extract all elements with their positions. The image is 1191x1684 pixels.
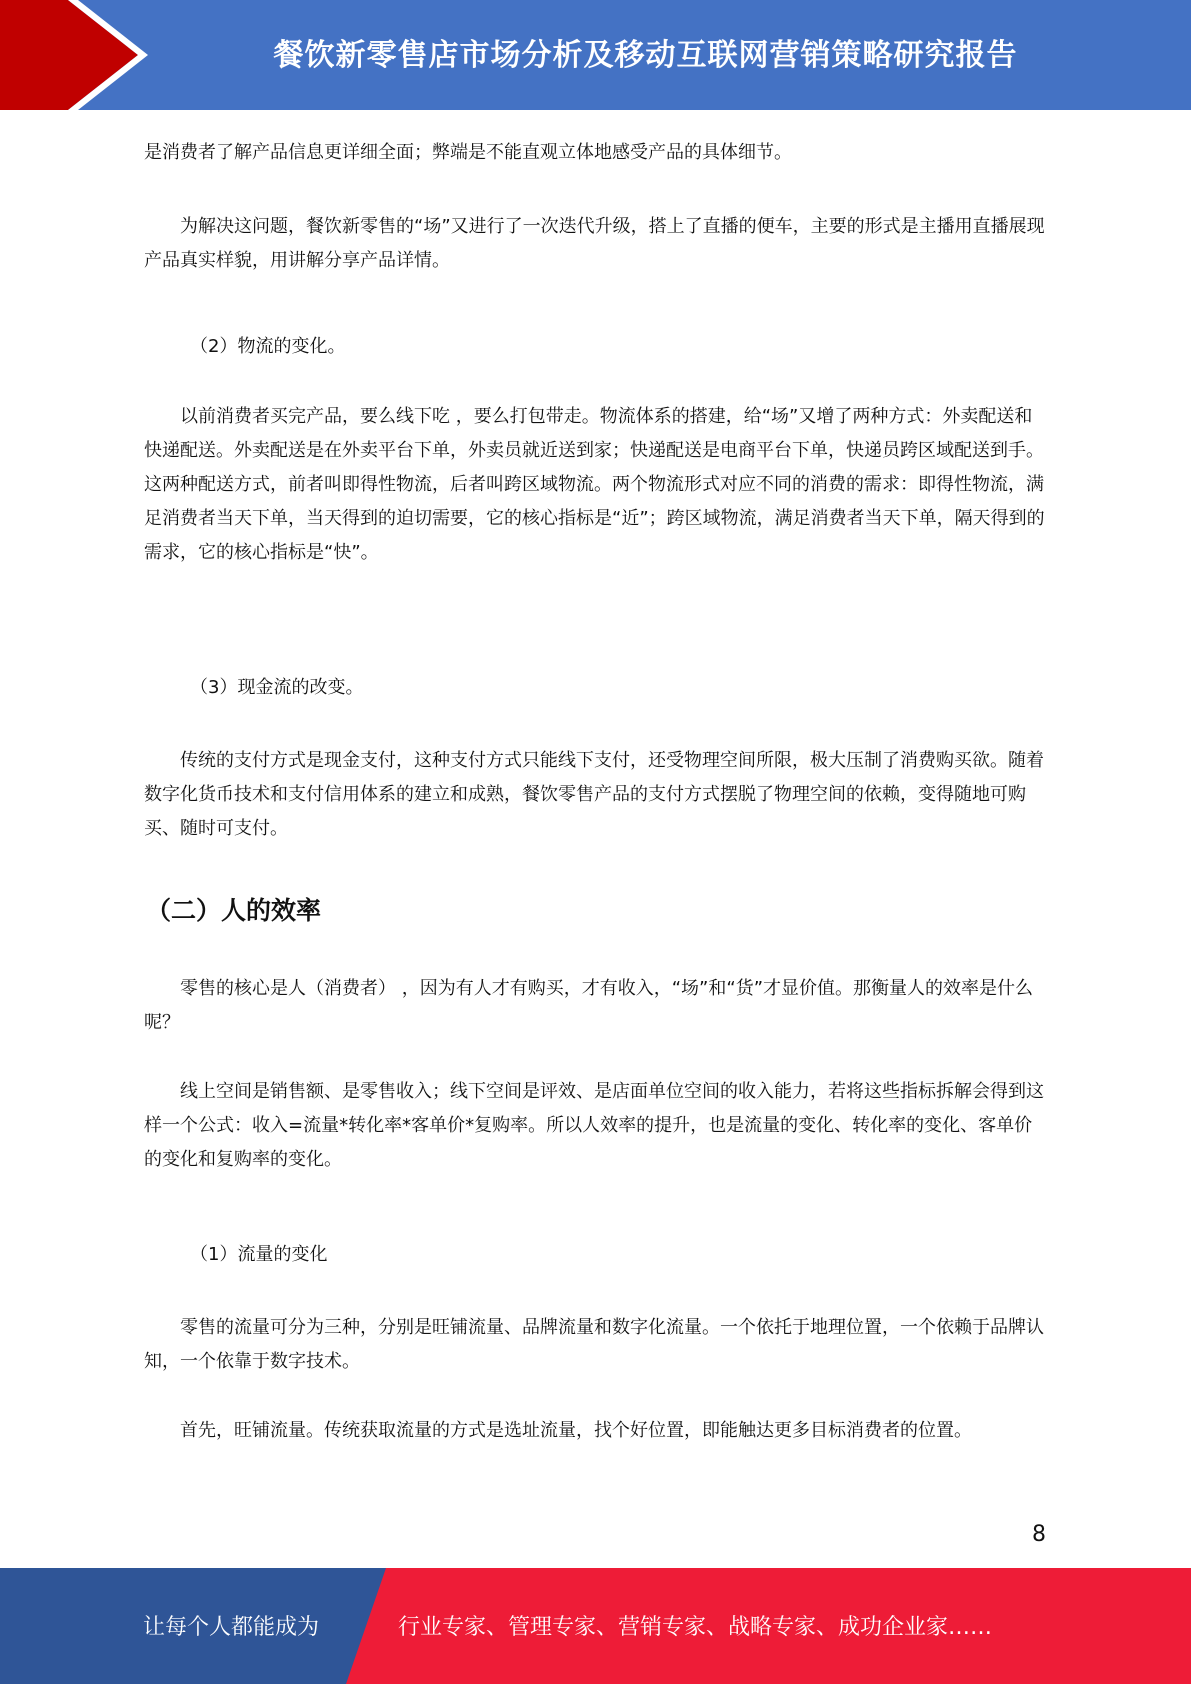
paragraph: 线上空间是销售额、是零售收入；线下空间是评效、是店面单位空间的收入能力，若将这些指标拆解会得到这样一个公式：收入=流量*转化率*客单价*复购率。所以人效率的提升，也是流量的变化、转化率的变化、客单价的变化和复购率的变化。 (144, 1081, 1044, 1170)
paragraph: 首先，旺铺流量。传统获取流量的方式是选址流量，找个好位置，即能触达更多目标消费者的位置。 (180, 1420, 972, 1441)
footer-slogan-right: 行业专家、管理专家、营销专家、战略专家、成功企业家…… (398, 1615, 993, 1640)
paragraph: 零售的核心是人（消费者） ，因为有人才有购买，才有收入，“场”和“货”才显价值。那衡量人的效率是什么呢？ (144, 978, 1034, 1033)
paragraph: 传统的支付方式是现金支付，这种支付方式只能线下支付，还受物理空间所限，极大压制了消费购买欲。随着数字化货币技术和支付信用体系的建立和成熟，餐饮零售产品的支付方式摆脱了物理空间的依赖，变得随地可购买、随时可支付。 (144, 750, 1044, 839)
subheading: （1）流量的变化 (190, 1244, 328, 1265)
page-header (0, 0, 1191, 110)
paragraph: 为解决这问题，餐饮新零售的“场”又进行了一次迭代升级，搭上了直播的便车，主要的形式是主播用直播展现产品真实样貌，用讲解分享产品详情。 (144, 216, 1045, 271)
paragraph: 是消费者了解产品信息更详细全面；弊端是不能直观立体地感受产品的具体细节。 (144, 142, 792, 163)
paragraph: 以前消费者买完产品，要么线下吃 ，要么打包带走。物流体系的搭建，给“场”又增了两种方式：外卖配送和快递配送。外卖配送是在外卖平台下单，外卖员就近送到家；快递配送是电商平台下单，快递员跨区域配送到手。这两种配送方式，前者叫即得性物流，后者叫跨区域物流。两个物流形式对应不同的消费的需求：即得性物流，满足消费者当天下单，当天得到的迫切需要，它的核心指标是“近”；跨区域物流，满足消费者当天下单，隔天得到的需求，它的核心指标是“快”。 (144, 406, 1045, 563)
page-number: 8 (1032, 1522, 1046, 1547)
subheading: （3）现金流的改变。 (190, 677, 364, 698)
page-footer (0, 1568, 1191, 1684)
paragraph: 零售的流量可分为三种，分别是旺铺流量、品牌流量和数字化流量。一个依托于地理位置，一个依赖于品牌认知，一个依靠于数字技术。 (144, 1317, 1044, 1372)
section-heading: （二）人的效率 (146, 896, 322, 925)
footer-slogan-left: 让每个人都能成为 (143, 1615, 320, 1640)
report-title: 餐饮新零售店市场分析及移动互联网营销策略研究报告 (273, 38, 1018, 73)
subheading: （2）物流的变化。 (190, 336, 346, 357)
